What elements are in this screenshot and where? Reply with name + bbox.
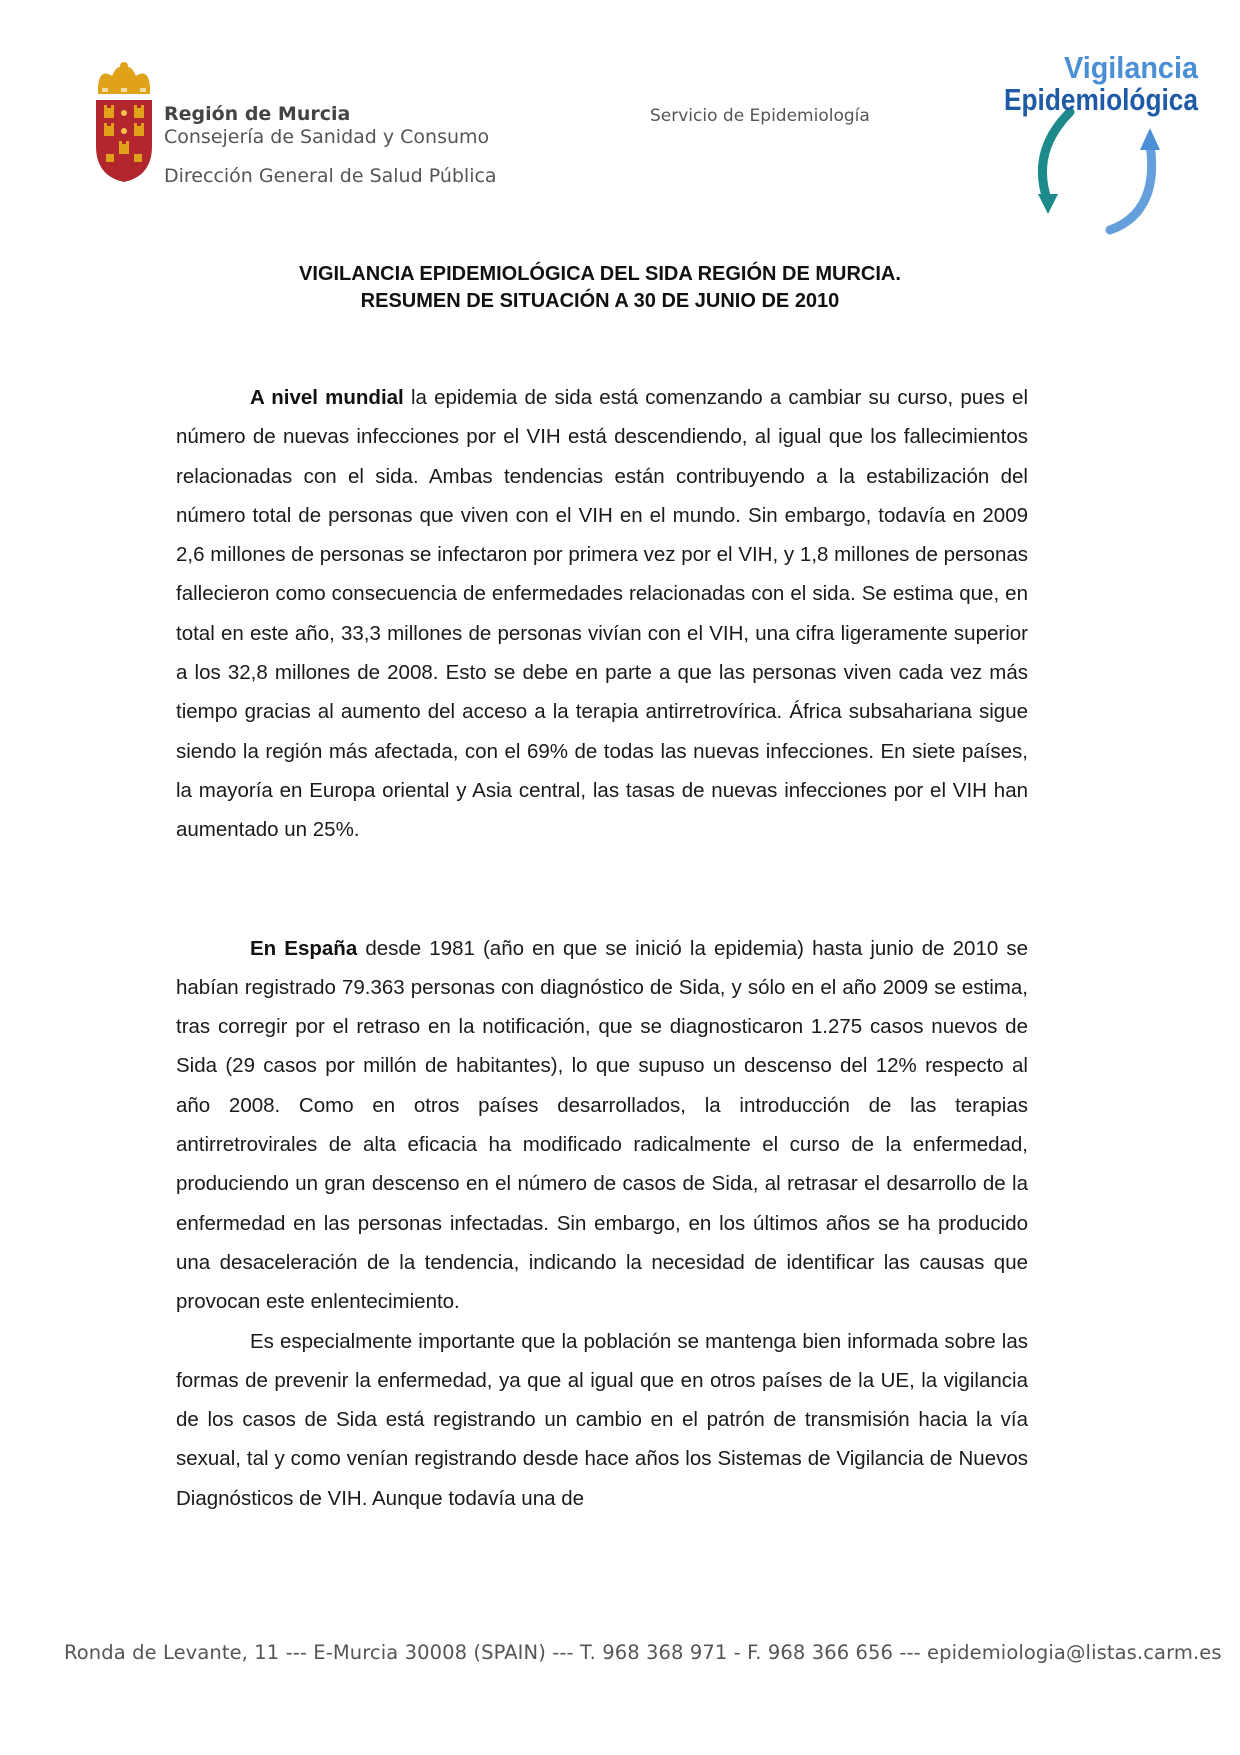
page-footer-contact: Ronda de Levante, 11 --- E-Murcia 30008 (SPAIN) --- T. 968 368 971 - F. 968 366 656 --- epidemiologia@listas.carm.es bbox=[64, 1641, 1222, 1664]
paragraph-text: desde 1981 (año en que se inició la epidemia) hasta junio de 2010 se habían registrado 79.363 personas con diagnóstico de Sida, y sólo en el año 2009 se estima, tras corregir por el retraso en la notificación, que se diagnosticaron 1.275 casos nuevos de Sida (29 casos por millón de habitantes), lo que supuso un descenso del 12% respecto al año 2008. Como en otros países desarrollados, la introducción de las terapias antirretrovirales de alta eficacia ha modificado radicalmente el curso de la enfermedad, produciendo un gran descenso en el número de casos de Sida, al retrasar el desarrollo de la enfermedad en las personas infectadas. Sin embargo, en los últimos años se ha producido una desaceleración de la tendencia, indicando la necesidad de identificar las causas que provocan este enlentecimiento. bbox=[176, 936, 1028, 1314]
paragraph-lead: A nivel mundial bbox=[250, 386, 404, 409]
logo-text-epidemiologica: Epidemiológica bbox=[1004, 82, 1199, 117]
title-line-1: VIGILANCIA EPIDEMIOLÓGICA DEL SIDA REGIÓN DE MURCIA. bbox=[299, 263, 901, 285]
paragraph-spain bbox=[176, 929, 1028, 1322]
title-line-2: RESUMEN DE SITUACIÓN A 30 DE JUNIO DE 2010 bbox=[360, 290, 840, 312]
institution-region: Región de Murcia bbox=[164, 103, 351, 125]
document-title bbox=[160, 261, 1040, 315]
paragraph-lead: En España bbox=[250, 936, 358, 960]
institution-block bbox=[164, 103, 497, 188]
paragraph-text: Es especialmente importante que la población se mantenga bien informada sobre las formas de prevenir la enfermedad, ya que al igual que en otros países de la UE, la vigilancia de los casos de Sida está registrando un cambio en el patrón de transmisión hacia la vía sexual, tal y como venían registrando desde hace años los Sistemas de Vigilancia de Nuevos Diagnósticos de VIH. Aunque todavía una de bbox=[176, 1329, 1028, 1510]
service-name: Servicio de Epidemiología bbox=[650, 106, 870, 126]
paragraph-prevention bbox=[176, 1322, 1028, 1518]
institution-consejeria: Consejería de Sanidad y Consumo bbox=[164, 126, 490, 148]
vigilancia-epidemiologica-logo bbox=[1000, 52, 1200, 237]
logo-text-vigilancia: Vigilancia bbox=[1064, 50, 1199, 85]
region-murcia-crest-icon bbox=[92, 58, 156, 188]
page-header bbox=[0, 0, 1240, 250]
paragraph-text: la epidemia de sida está comenzando a cambiar su curso, pues el número de nuevas infecciones por el VIH está descendiendo, al igual que los fallecimientos relacionadas con el sida. Ambas tendencias están contribuyendo a la estabilización del número total de personas que viven con el VIH en el mundo. Sin embargo, todavía en 2009 2,6 millones de personas se infectaron por primera vez por el VIH, y 1,8 millones de personas fallecieron como consecuencia de enfermedades relacionadas con el sida. Se estima que, en total en este año, 33,3 millones de personas vivían con el VIH, una cifra ligeramente superior a los 32,8 millones de 2008. Esto se debe en parte a que las personas viven cada vez más tiempo gracias al aumento del acceso a la terapia antirretrovírica. África subsahariana sigue siendo la región más afectada, con el 69% de todas las nuevas infecciones. En siete países, la mayoría en Europa oriental y Asia central, las tasas de nuevas infecciones por el VIH han aumentado un 25%. bbox=[176, 386, 1028, 842]
institution-direccion: Dirección General de Salud Pública bbox=[164, 165, 497, 187]
document-body bbox=[176, 378, 1028, 1518]
paragraph-world bbox=[176, 378, 1028, 850]
